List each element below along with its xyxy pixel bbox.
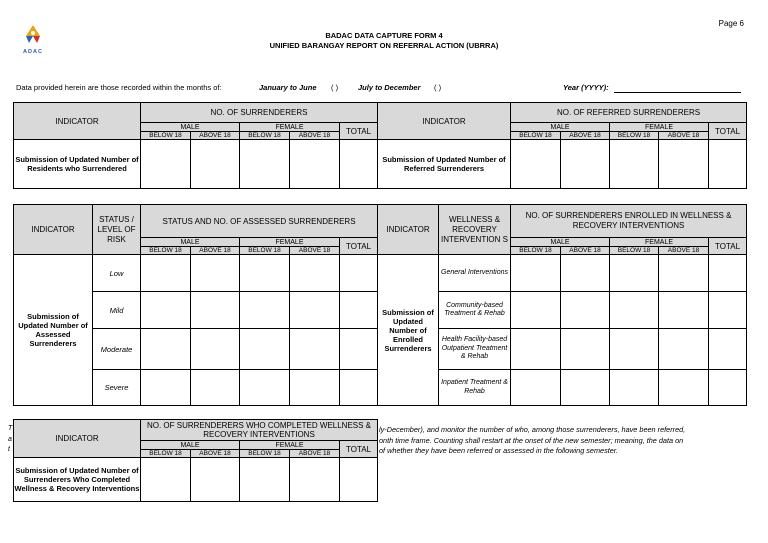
risk-level-mild: Mild <box>93 292 141 329</box>
enrolled-surrenderers-indicator: Submission of Updated Number of Enrolled Surrenderers <box>378 255 439 406</box>
enrolled-surrenderers-header: NO. OF SURRENDERERS ENROLLED IN WELLNESS & RECOVERY INTERVENTIONS <box>511 205 747 238</box>
note-fragment: t <box>8 446 10 453</box>
female-header: FEMALE <box>240 238 340 247</box>
data-cell[interactable] <box>141 329 191 370</box>
female-header: FEMALE <box>240 441 340 450</box>
data-cell[interactable] <box>290 370 340 406</box>
above18-header: ABOVE 18 <box>561 247 610 255</box>
below18-header: BELOW 18 <box>141 247 191 255</box>
male-header: MALE <box>511 238 610 247</box>
data-cell[interactable] <box>191 140 240 189</box>
male-header: MALE <box>141 238 240 247</box>
data-cell[interactable] <box>290 140 340 189</box>
data-cell[interactable] <box>340 140 378 189</box>
female-header: FEMALE <box>610 123 709 132</box>
indicator-header: INDICATOR <box>378 103 511 140</box>
data-cell[interactable] <box>709 140 747 189</box>
below18-header: BELOW 18 <box>240 450 290 458</box>
surrenderers-table <box>13 102 747 189</box>
referred-surrenderers-indicator: Submission of Updated Number of Referred Surrenderers <box>378 140 511 189</box>
completed-interventions-table <box>13 419 378 502</box>
data-cell[interactable] <box>290 292 340 329</box>
data-cell[interactable] <box>141 255 191 292</box>
period-first-box[interactable]: ( ) <box>331 83 339 92</box>
data-cell[interactable] <box>191 329 240 370</box>
data-cell[interactable] <box>659 140 709 189</box>
intervention-inpatient: Inpatient Treatment & Rehab <box>439 370 511 406</box>
indicator-header: INDICATOR <box>14 205 93 255</box>
below18-header: BELOW 18 <box>511 132 561 140</box>
data-cell[interactable] <box>659 292 709 329</box>
completed-surrenderers-header: NO. OF SURRENDERERS WHO COMPLETED WELLNESS & RECOVERY INTERVENTIONS <box>141 420 378 441</box>
data-cell[interactable] <box>659 370 709 406</box>
data-cell[interactable] <box>709 292 747 329</box>
data-cell[interactable] <box>659 329 709 370</box>
data-cell[interactable] <box>561 292 610 329</box>
data-cell[interactable] <box>340 370 378 406</box>
period-second-half: July to December <box>358 83 421 92</box>
period-intro: Data provided herein are those recorded within the months of: <box>16 83 222 92</box>
wellness-interventions-header: WELLNESS & RECOVERY INTERVENTION S <box>439 205 511 255</box>
page-number: Page 6 <box>718 19 744 28</box>
data-cell[interactable] <box>340 329 378 370</box>
data-cell[interactable] <box>511 292 561 329</box>
data-cell[interactable] <box>511 329 561 370</box>
data-cell[interactable] <box>610 370 659 406</box>
data-cell[interactable] <box>191 458 240 502</box>
data-cell[interactable] <box>191 370 240 406</box>
intervention-outpatient: Health Facility-based Outpatient Treatment & Rehab <box>439 329 511 370</box>
data-cell[interactable] <box>290 329 340 370</box>
below18-header: BELOW 18 <box>511 247 561 255</box>
period-second-box[interactable]: ( ) <box>434 83 442 92</box>
below18-header: BELOW 18 <box>141 450 191 458</box>
data-cell[interactable] <box>659 255 709 292</box>
data-cell[interactable] <box>610 292 659 329</box>
intervention-general: General Interventions <box>439 255 511 292</box>
data-cell[interactable] <box>511 255 561 292</box>
risk-level-header: STATUS / LEVEL OF RISK <box>93 205 141 255</box>
assessed-enrolled-table <box>13 204 747 406</box>
assessed-surrenderers-header: STATUS AND NO. OF ASSESSED SURRENDERERS <box>141 205 378 238</box>
above18-header: ABOVE 18 <box>191 247 240 255</box>
data-cell[interactable] <box>610 329 659 370</box>
data-cell[interactable] <box>709 329 747 370</box>
data-cell[interactable] <box>240 140 290 189</box>
below18-header: BELOW 18 <box>610 247 659 255</box>
risk-level-low: Low <box>93 255 141 292</box>
data-cell[interactable] <box>340 255 378 292</box>
note-line-1: ly-December), and monitor the number of who, among those surrenderers, have been referred, <box>379 425 686 434</box>
indicator-header: INDICATOR <box>14 103 141 140</box>
data-cell[interactable] <box>240 255 290 292</box>
above18-header: ABOVE 18 <box>191 132 240 140</box>
note-fragment: T <box>8 425 13 432</box>
total-header: TOTAL <box>709 123 747 140</box>
below18-header: BELOW 18 <box>141 132 191 140</box>
female-header: FEMALE <box>610 238 709 247</box>
above18-header: ABOVE 18 <box>561 132 610 140</box>
total-header: TOTAL <box>340 123 378 140</box>
logo-text: ADAC <box>23 49 43 55</box>
data-cell[interactable] <box>610 255 659 292</box>
data-cell[interactable] <box>340 292 378 329</box>
below18-header: BELOW 18 <box>240 132 290 140</box>
risk-level-moderate: Moderate <box>93 329 141 370</box>
data-cell[interactable] <box>561 329 610 370</box>
data-cell[interactable] <box>511 140 561 189</box>
male-header: MALE <box>141 441 240 450</box>
data-cell[interactable] <box>290 458 340 502</box>
intervention-community: Community-based Treatment & Rehab <box>439 292 511 329</box>
data-cell[interactable] <box>240 292 290 329</box>
residents-surrendered-indicator: Submission of Updated Number of Residents who Surrendered <box>14 140 141 189</box>
data-cell[interactable] <box>240 370 290 406</box>
indicator-header: INDICATOR <box>378 205 439 255</box>
total-header: TOTAL <box>340 441 378 458</box>
year-field[interactable] <box>614 92 741 93</box>
above18-header: ABOVE 18 <box>290 247 340 255</box>
above18-header: ABOVE 18 <box>659 132 709 140</box>
data-cell[interactable] <box>561 255 610 292</box>
referred-surrenderers-header: NO. OF REFERRED SURRENDERERS <box>511 103 747 123</box>
total-header: TOTAL <box>709 238 747 255</box>
note-line-3: of whether they have been referred or assessed in the following semester. <box>379 446 619 455</box>
total-header: TOTAL <box>340 238 378 255</box>
data-cell[interactable] <box>141 458 191 502</box>
data-cell[interactable] <box>141 292 191 329</box>
data-cell[interactable] <box>709 255 747 292</box>
male-header: MALE <box>141 123 240 132</box>
data-cell[interactable] <box>561 370 610 406</box>
form-title: BADAC DATA CAPTURE FORM 4 <box>325 31 443 40</box>
below18-header: BELOW 18 <box>610 132 659 140</box>
year-label: Year (YYYY): <box>563 83 609 92</box>
data-cell[interactable] <box>561 140 610 189</box>
data-cell[interactable] <box>709 370 747 406</box>
data-cell[interactable] <box>290 255 340 292</box>
data-cell[interactable] <box>240 329 290 370</box>
data-cell[interactable] <box>610 140 659 189</box>
data-cell[interactable] <box>340 458 378 502</box>
above18-header: ABOVE 18 <box>290 132 340 140</box>
data-cell[interactable] <box>191 255 240 292</box>
data-cell[interactable] <box>191 292 240 329</box>
assessed-surrenderers-indicator: Submission of Updated Number of Assessed Surrenderers <box>14 255 93 406</box>
above18-header: ABOVE 18 <box>659 247 709 255</box>
surrenderers-header: NO. OF SURRENDERERS <box>141 103 378 123</box>
data-cell[interactable] <box>511 370 561 406</box>
above18-header: ABOVE 18 <box>290 450 340 458</box>
note-line-2: onth time frame. Counting shall restart at the onset of the new semester; meaning, the data on <box>379 436 684 445</box>
female-header: FEMALE <box>240 123 340 132</box>
below18-header: BELOW 18 <box>240 247 290 255</box>
male-header: MALE <box>511 123 610 132</box>
data-cell[interactable] <box>240 458 290 502</box>
above18-header: ABOVE 18 <box>191 450 240 458</box>
form-subtitle: UNIFIED BARANGAY REPORT ON REFERRAL ACTION (UBRRA) <box>269 41 499 50</box>
risk-level-severe: Severe <box>93 370 141 406</box>
indicator-header: INDICATOR <box>14 420 141 458</box>
period-first-half: January to June <box>259 83 317 92</box>
data-cell[interactable] <box>141 370 191 406</box>
note-fragment: a <box>8 436 12 443</box>
completed-surrenderers-indicator: Submission of Updated Number of Surrenderers Who Completed Wellness & Recovery Interventions <box>14 458 141 502</box>
data-cell[interactable] <box>141 140 191 189</box>
